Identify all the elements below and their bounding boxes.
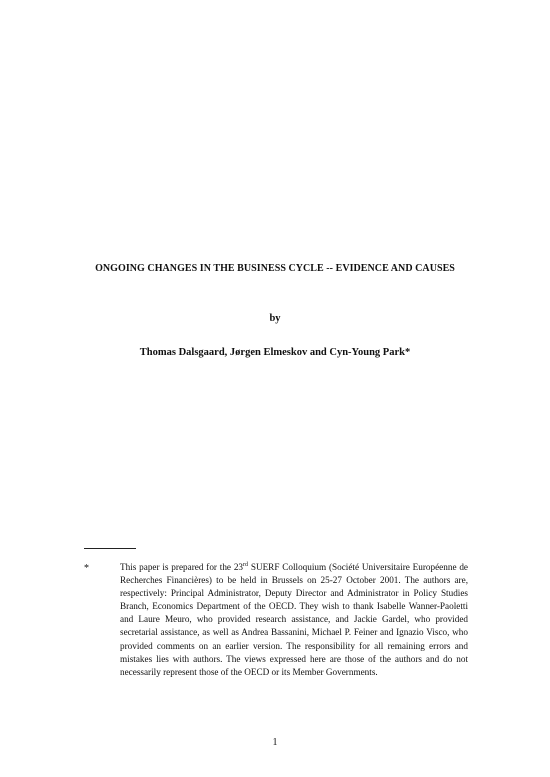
byline-by: by [269,313,281,324]
footnote-text-rest: SUERF Colloquium (Société Universitaire Européenne de Recherches Financières) to be held in Brussels on 25-27 October 2001. The authors are, respectively: Principal Administrator, Deputy Director and Administrator in Policy Studies Branch, Economics Department of the OECD. They wish to thank Isabelle Wanner-Paoletti and Laure Meuro, who provided research assistance, and Jackie Gardel, who provided secretarial assistance, as well as Andrea Bassanini, Michael P. Feiner and Ignazio Visco, who provided comments on an earlier version. The responsibility for all remaining errors and mistakes lies with authors. The views expressed here are those of the authors and do not necessarily represent those of the OECD or its Member Governments. [120,562,469,677]
page-number: 1 [272,737,278,748]
footnote-ordinal-superscript: rd [243,561,249,568]
author-list: Thomas Dalsgaard, Jørgen Elmeskov and Cyn-Young Park* [139,347,411,358]
footnote-separator [84,548,136,549]
footnote-marker: * [84,563,89,574]
paper-title: ONGOING CHANGES IN THE BUSINESS CYCLE -- EVIDENCE AND CAUSES [95,263,455,274]
footnote-text [120,561,468,679]
footnote-text-start: This paper is prepared for the 23 [120,562,244,572]
